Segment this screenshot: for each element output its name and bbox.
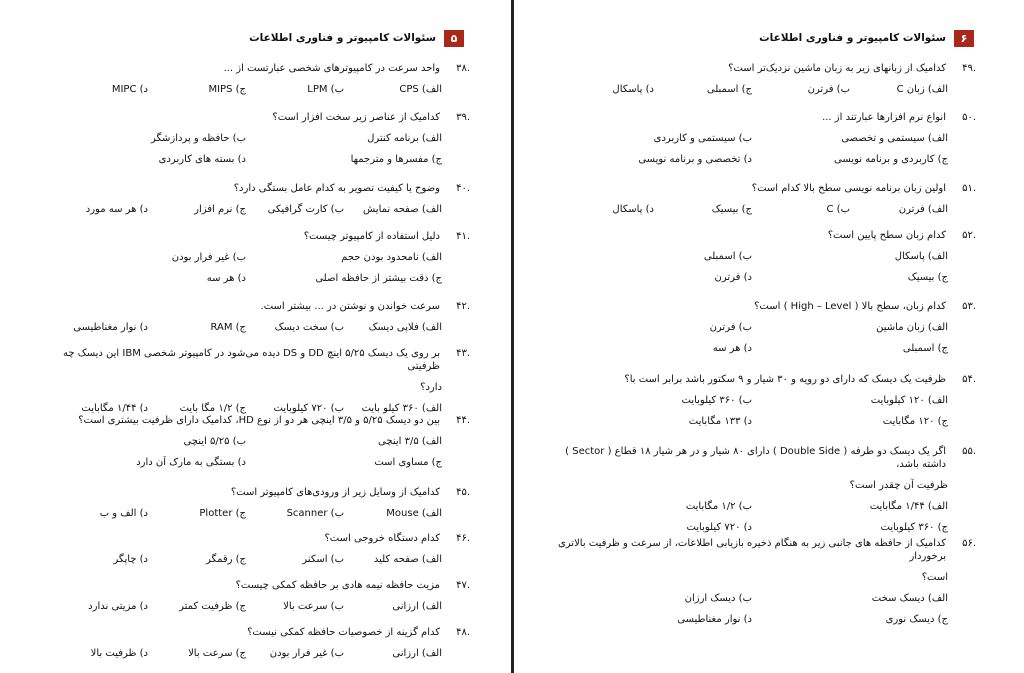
question-text: مزیت حافظه نیمه هادی بر حافظه کمکی چیست؟ <box>235 580 440 591</box>
option-c: ج) ۱/۲ مگا بایت <box>179 403 246 414</box>
option-b: ب) حافظه و پردازشگر <box>150 133 246 144</box>
question-45 <box>50 486 470 520</box>
question-48 <box>50 626 470 660</box>
option-b: ب) ۳۶۰ کیلوبایت <box>681 395 752 406</box>
question-38 <box>50 62 470 96</box>
question-text: اولین زبان برنامه نویسی سطح بالا کدام است؟ <box>751 183 946 194</box>
question-text-continued: ظرفیت آن چقدر است؟ <box>849 480 948 491</box>
option-a: الف) صفحه کلید <box>373 554 442 565</box>
option-c: ج) Plotter <box>199 508 246 519</box>
option-c: ج) سرعت بالا <box>188 648 246 659</box>
question-43 <box>50 347 470 415</box>
question-55 <box>556 445 976 534</box>
question-number: ۵۴. <box>962 374 976 385</box>
question-44 <box>50 414 470 469</box>
option-a: الف) ۳/۵ اینچی <box>378 436 442 447</box>
option-a: الف) دیسک سخت <box>871 593 948 604</box>
option-b: ب) غیر فرار بودن <box>171 252 246 263</box>
option-a: الف) ۱۲۰ کیلوبایت <box>870 395 948 406</box>
option-d: د) ۱۳۳ مگابایت <box>688 416 752 427</box>
option-b: ب) دیسک ارزان <box>684 593 752 604</box>
option-b: ب) ۱/۲ مگابایت <box>685 501 752 512</box>
question-54 <box>556 373 976 428</box>
page-number-badge: ۵ <box>444 30 464 47</box>
option-c: ج) ظرفیت کمتر <box>179 601 246 612</box>
question-49 <box>556 62 976 96</box>
option-c: ج) ۳۶۰ کیلوبایت <box>880 522 948 533</box>
question-51 <box>556 182 976 216</box>
option-c: ج) بیسیک <box>907 272 948 283</box>
question-52 <box>556 229 976 284</box>
option-a: الف) ارزانی <box>392 601 442 612</box>
option-b: ب) LPM <box>307 84 344 95</box>
question-number: ۴۷. <box>456 580 470 591</box>
option-c: ج) دیسک نوری <box>885 614 948 625</box>
option-b: ب) اسمبلی <box>703 251 752 262</box>
question-text: کدامیک از عناصر زیر سخت افزار است؟ <box>272 112 440 123</box>
option-a: الف) صفحه نمایش <box>363 204 442 215</box>
question-47 <box>50 579 470 613</box>
question-number: ۵۳. <box>962 301 976 312</box>
option-c: ج) مساوی است <box>374 457 442 468</box>
question-number: ۴۰. <box>456 183 470 194</box>
question-text-continued: دارد؟ <box>420 382 442 393</box>
question-text: کدامیک از حافظه های جانبی زیر به هنگام ذخیره بازیابی اطلاعات، از سرعت و ظرفیت بالاتری برخوردار <box>557 538 946 562</box>
option-c: ج) ۱۲۰ مگابایت <box>882 416 948 427</box>
question-text: انواع نرم افزارها عبارتند از ... <box>822 112 946 123</box>
option-a: الف) زبان ماشین <box>876 322 948 333</box>
option-d: د) فرترن <box>714 272 752 283</box>
option-d: د) ۱/۴۴ مگابایت <box>81 403 148 414</box>
question-number: ۴۲. <box>456 301 470 312</box>
question-number: ۴۳. <box>456 348 470 359</box>
option-b: ب) فرترن <box>807 84 850 95</box>
question-42 <box>50 300 470 334</box>
option-c: ج) اسمبلی <box>902 343 948 354</box>
option-c: ج) مفسرها و مترجمها <box>350 154 442 165</box>
option-a: الف) فرترن <box>898 204 948 215</box>
page-number-badge: ۶ <box>954 30 974 47</box>
question-number: ۳۹. <box>456 112 470 123</box>
option-a: الف) CPS <box>399 84 442 95</box>
question-40 <box>50 182 470 216</box>
question-53 <box>556 300 976 355</box>
option-b: ب) سرعت بالا <box>283 601 344 612</box>
question-number: ۵۰. <box>962 112 976 123</box>
option-d: د) الف و ب <box>99 508 148 519</box>
option-c: ج) RAM <box>210 322 246 333</box>
question-46 <box>50 532 470 566</box>
option-a: الف) ۳۶۰ کیلو بایت <box>361 403 442 414</box>
question-text: دلیل استفاده از کامپیوتر چیست؟ <box>303 231 440 242</box>
right-page <box>514 0 1024 673</box>
question-41 <box>50 230 470 285</box>
option-a: الف) زبان C <box>896 84 948 95</box>
question-number: ۵۶. <box>962 538 976 549</box>
option-c: ج) اسمبلی <box>706 84 752 95</box>
option-d: د) بسته های کاربردی <box>158 154 246 165</box>
header-title: سئوالات کامپیوتر و فناوری اطلاعات <box>249 32 436 44</box>
question-number: ۴۱. <box>456 231 470 242</box>
question-text: کدام زبان سطح پایین است؟ <box>827 230 946 241</box>
question-number: ۵۵. <box>962 446 976 457</box>
option-b: ب) کارت گرافیکی <box>267 204 344 215</box>
question-text: بین دو دیسک ۵/۲۵ و ۳/۵ اینچی هر دو از نوع HD، کدامیک دارای ظرفیت بیشتری است؟ <box>78 415 440 426</box>
question-text: وضوح یا کیفیت تصویر به کدام عامل بستگی دارد؟ <box>233 183 440 194</box>
option-c: ج) نرم افزار <box>194 204 246 215</box>
option-a: الف) پاسکال <box>894 251 948 262</box>
question-text: کدام زبان، سطح بالا ( High – Level ) است؟ <box>754 301 946 312</box>
option-d: د) مزیتی ندارد <box>88 601 148 612</box>
question-text: کدام دستگاه خروجی است؟ <box>324 533 440 544</box>
option-b: ب) سیستمی و کاربردی <box>653 133 752 144</box>
option-c: ج) بیسیک <box>711 204 752 215</box>
option-d: د) هر سه <box>712 343 752 354</box>
option-b: ب) ۷۲۰ کیلوبایت <box>273 403 344 414</box>
option-a: الف) نامحدود بودن حجم <box>341 252 442 263</box>
question-text-continued: است؟ <box>921 572 948 583</box>
option-c: ج) MIPS <box>208 84 246 95</box>
option-d: د) بستگی به مارک آن دارد <box>136 457 246 468</box>
question-number: ۴۶. <box>456 533 470 544</box>
question-56 <box>556 537 976 626</box>
option-a: الف) سیستمی و تخصصی <box>841 133 948 144</box>
option-d: د) تخصصی و برنامه نویسی <box>638 154 752 165</box>
option-a: الف) برنامه کنترل <box>367 133 442 144</box>
question-39 <box>50 111 470 166</box>
option-d: د) هر سه <box>206 273 246 284</box>
question-text: اگر یک دیسک دو طرفه ( Double Side ) دارای ۸۰ شیار و در هر شیار ۱۸ قطاع ( Sector ) داشته باشد، <box>565 446 946 470</box>
question-text: سرعت خواندن و نوشتن در ... بیشتر است. <box>260 301 440 312</box>
option-d: د) ۷۲۰ کیلوبایت <box>686 522 752 533</box>
option-d: د) پاسکال <box>612 84 654 95</box>
question-50 <box>556 111 976 166</box>
question-number: ۴۹. <box>962 63 976 74</box>
page-header <box>24 27 464 49</box>
question-number: ۵۱. <box>962 183 976 194</box>
option-d: د) نوار مغناطیسی <box>73 322 148 333</box>
question-number: ۴۵. <box>456 487 470 498</box>
option-d: د) نوار مغناطیسی <box>677 614 752 625</box>
option-a: الف) ۱/۴۴ مگابایت <box>869 501 948 512</box>
option-c: ج) دقت بیشتر از حافظه اصلی <box>315 273 442 284</box>
header-title: سئوالات کامپیوتر و فناوری اطلاعات <box>759 32 946 44</box>
page-header <box>534 27 974 49</box>
option-c: ج) رقمگر <box>206 554 246 565</box>
option-a: الف) فلاپی دیسک <box>368 322 442 333</box>
question-text: کدامیک از وسایل زیر از ورودی‌های کامپیوتر است؟ <box>230 487 440 498</box>
option-b: ب) سخت دیسک <box>274 322 344 333</box>
option-c: ج) کاربردی و برنامه نویسی <box>834 154 948 165</box>
option-d: د) پاسکال <box>612 204 654 215</box>
option-b: ب) فرترن <box>709 322 752 333</box>
option-b: ب) C <box>826 204 850 215</box>
option-a: الف) ارزانی <box>392 648 442 659</box>
option-d: د) هر سه مورد <box>85 204 148 215</box>
question-text: ظرفیت یک دیسک که دارای دو رویه و ۳۰ شیار و ۹ سکتور باشد برابر است با؟ <box>624 374 946 385</box>
question-number: ۵۲. <box>962 230 976 241</box>
option-b: ب) ۵/۲۵ اینچی <box>183 436 246 447</box>
option-b: ب) اسکنر <box>302 554 344 565</box>
question-text: کدامیک از زبانهای زیر به زبان ماشین نزدیک‌تر است؟ <box>728 63 946 74</box>
option-d: د) ظرفیت بالا <box>90 648 148 659</box>
option-d: د) چاپگر <box>113 554 148 565</box>
question-text: واحد سرعت در کامپیوترهای شخصی عبارتست از ... <box>223 63 440 74</box>
option-a: الف) Mouse <box>386 508 442 519</box>
question-text: کدام گزینه از خصوصیات حافظه کمکی نیست؟ <box>247 627 440 638</box>
option-b: ب) غیر فرار بودن <box>269 648 344 659</box>
question-text: بر روی یک دیسک ۵/۲۵ اینچ DD و DS دیده می‌شود در کامپیوتر شخصی IBM این دیسک چه ظرفیتی <box>63 348 440 372</box>
question-number: ۴۸. <box>456 627 470 638</box>
option-b: ب) Scanner <box>286 508 344 519</box>
question-number: ۴۴. <box>456 415 470 426</box>
question-number: ۳۸. <box>456 63 470 74</box>
option-d: د) MIPC <box>111 84 148 95</box>
